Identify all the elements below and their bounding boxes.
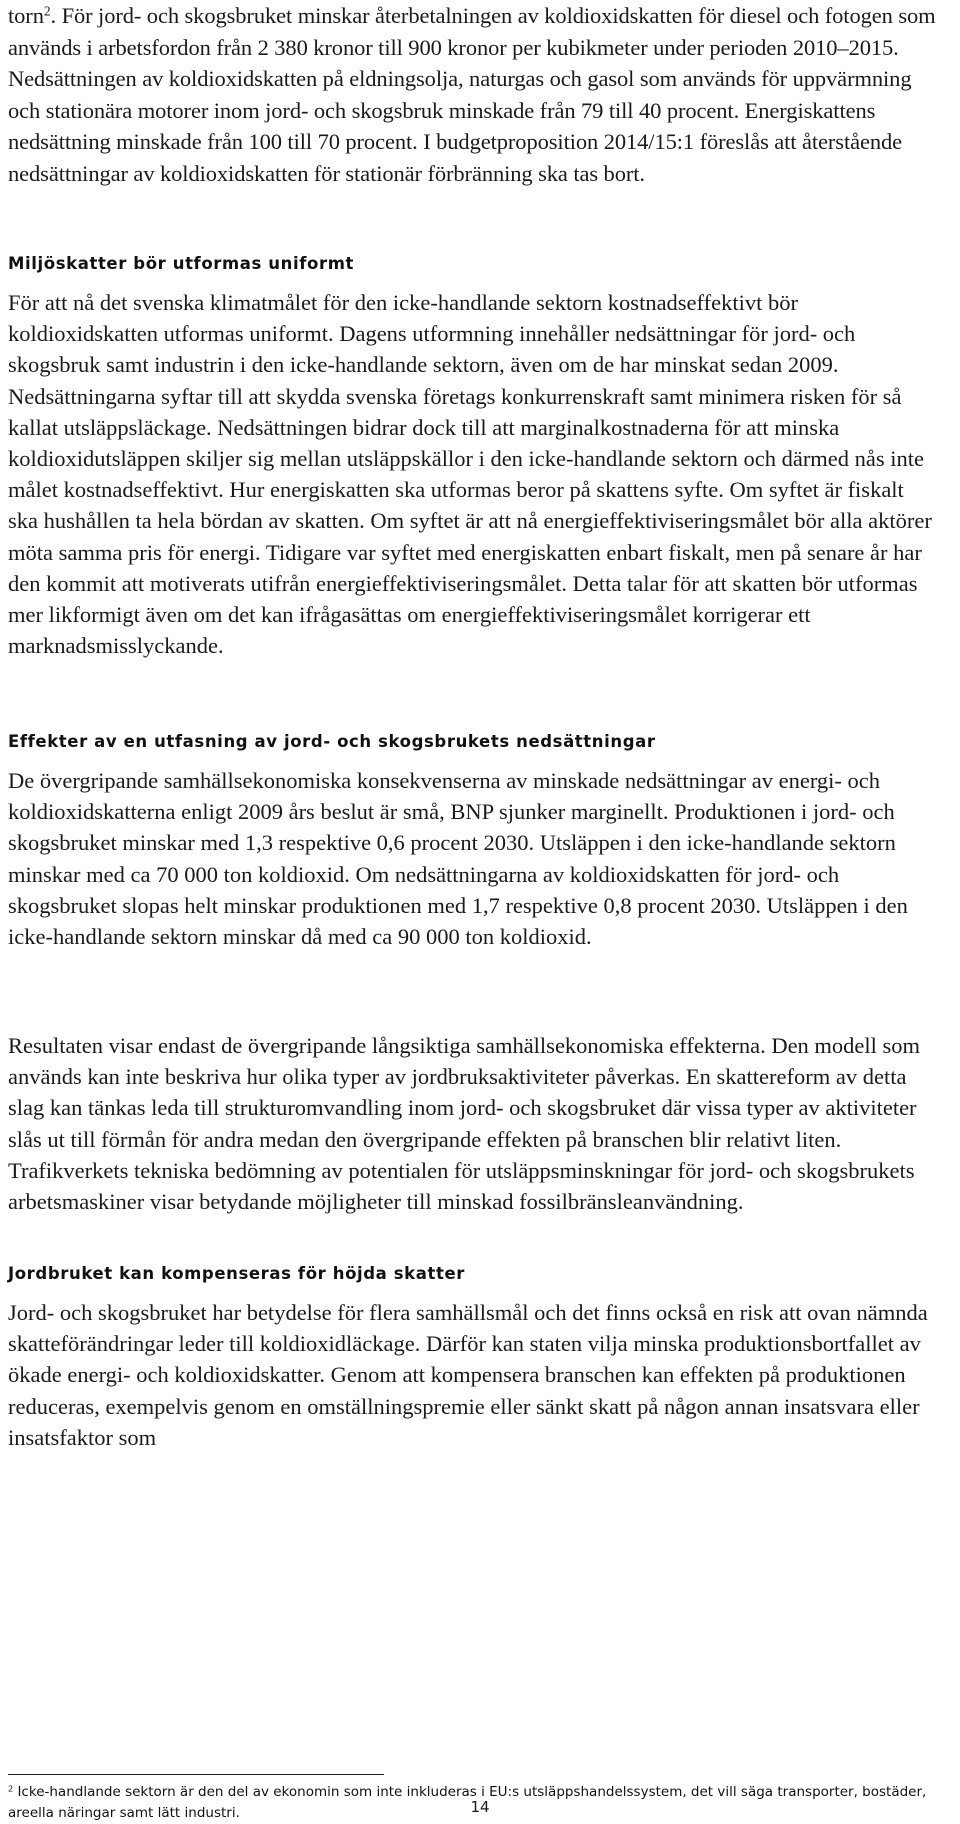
paragraph-uniform-taxes: För att nå det svenska klimatmålet för den icke-handlande sektorn kostnadseffektivt bör koldioxidskatten utformas uniformt. Dagens utformning innehåller nedsättningar för jord- och skogsbruk samt industrin i den icke-handlande sektorn, även om de har minskat sedan 2009. Nedsättningarna syftar till att skydda svenska företags konkurrenskraft samt minimera risken för så kallat utsläppsläckage. Nedsättningen bidrar dock till att marginalkostnaderna för att minska koldioxidutsläppen skiljer sig mellan utsläppskällor i den icke-handlande sektorn och därmed nås inte målet kostnadseffektivt. Hur energiskatten ska utformas beror på skattens syfte. Om syftet är fiskalt ska hushållen ta hela bördan av skatten. Om syftet är att nå energieffektiviseringsmålet bör alla aktörer möta samma pris för energi. Tidigare var syftet med energiskatten enbart fiskalt, men på senare år har den kommit att motiverats utifrån energieffektiviseringsmålet. Detta talar för att skatten bör utformas mer likformigt även om det kan ifrågasättas om energieffektiviseringsmålet korrigerar ett marknadsmisslyckande. (8, 290, 932, 659)
footnote-reference: 2 (43, 3, 51, 19)
paragraph-effects-2: Resultaten visar endast de övergripande långsiktiga samhällsekonomiska effekterna. Den modell som används kan inte beskriva hur olika typer av jordbruksaktiviteter påverkas. En skattereform av detta slag kan tänkas leda till strukturomvandling inom jord- och skogsbruket där vissa typer av aktiviteter slås ut till förmån för andra medan den övergripande effekten på branschen blir relativt liten. Trafikverkets tekniska bedömning av potentialen för utsläppsminskningar för jord- och skogsbrukets arbetsmaskiner visar betydande möjligheter till minskad fossilbränsleanvändning. (8, 1033, 921, 1215)
footnote-divider (8, 1774, 384, 1775)
paragraph-tax-reduction-history (8, 0, 936, 189)
section-heading-uniform-taxes: Miljöskatter bör utformas uniformt (8, 254, 354, 273)
paragraph-text: . För jord- och skogsbruket minskar återbetalningen av koldioxidskatten för diesel och fotogen som används i arbetsfordon från 2 380 kronor till 900 kronor per kubikmeter under perioden 2010–2015. Nedsättningen av koldioxidskatten på eldningsolja, naturgas och gasol som används för uppvärmning och stationära motorer inom jord- och skogsbruk minskade från 79 till 40 procent. Energiskattens nedsättning minskade från 100 till 70 procent. I budgetproposition 2014/15:1 föreslås att återstående nedsättningar av koldioxidskatten för stationär förbränning ska tas bort. (8, 3, 936, 186)
section-heading-effects: Effekter av en utfasning av jord- och skogsbrukets nedsättningar (8, 732, 656, 751)
paragraph-effects-1: De övergripande samhällsekonomiska konsekvenserna av minskade nedsättningar av energi- och koldioxidskatterna enligt 2009 års beslut är små, BNP sjunker marginellt. Produktionen i jord- och skogsbruket minskar med 1,3 respektive 0,6 procent 2030. Utsläppen i den icke-handlande sektorn minskar med ca 70 000 ton koldioxid. Om nedsättningarna av koldioxidskatten för jord- och skogsbruket slopas helt minskar produktionen med 1,7 respektive 0,8 procent 2030. Utsläppen i den icke-handlande sektorn minskar då med ca 90 000 ton koldioxid. (8, 768, 908, 950)
paragraph-start: torn (8, 3, 44, 28)
page-number: 14 (470, 1798, 490, 1816)
section-heading-compensation: Jordbruket kan kompenseras för höjda skatter (8, 1264, 465, 1283)
footnote-text: Icke-handlande sektorn är den del av ekonomin som inte inkluderas i EU:s utsläppshandelssystem, det vill säga transporter, bostäder, areella näringar samt lätt industri. (8, 1784, 927, 1821)
footnote-number: 2 (8, 1783, 14, 1794)
paragraph-compensation: Jord- och skogsbruket har betydelse för flera samhällsmål och det finns också en risk att ovan nämnda skatteförändringar leder till koldioxidläckage. Därför kan staten vilja minska produktionsbortfallet av ökade energi- och koldioxidskatter. Genom att kompensera branschen kan effekten på produktionen reduceras, exempelvis genom en omställningspremie eller sänkt skatt på någon annan insatsvara eller insatsfaktor som (8, 1300, 928, 1450)
